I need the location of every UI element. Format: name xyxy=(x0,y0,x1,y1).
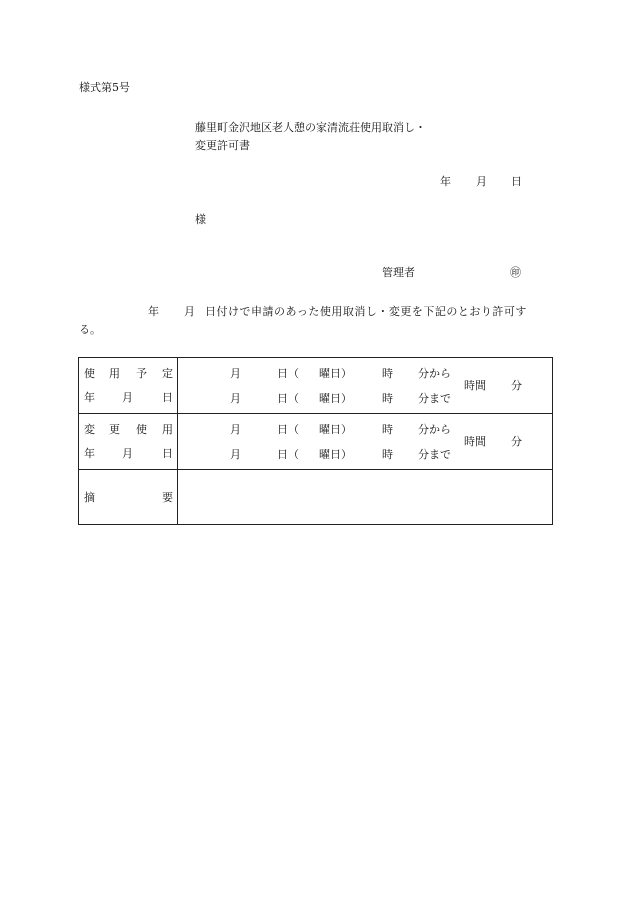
end-hour-label: 時 xyxy=(382,392,393,405)
changed-use-label-char: 月 xyxy=(122,447,133,460)
start-hour-label: 時 xyxy=(382,423,393,436)
scheduled-use-label-char: 日 xyxy=(162,391,173,404)
issue-month-label: 月 xyxy=(476,175,487,188)
scheduled-use-label-char: 用 xyxy=(109,367,120,380)
table-row-scheduled-use xyxy=(79,358,553,414)
changed-use-label-cell xyxy=(79,414,178,470)
end-weekday-label: 曜日） xyxy=(319,448,352,461)
start-day-label: 日（ xyxy=(277,367,299,380)
remarks-label-char: 摘 xyxy=(84,491,95,504)
scheduled-use-label-char: 年 xyxy=(84,391,95,404)
issue-day-label: 日 xyxy=(511,175,522,188)
scheduled-use-label-char: 使 xyxy=(84,367,95,380)
document-title-line-2: 変更許可書 xyxy=(195,139,250,152)
remarks-content-cell[interactable] xyxy=(178,470,553,525)
issue-year-label: 年 xyxy=(440,175,451,188)
changed-use-label-char: 使 xyxy=(136,423,147,436)
duration-minutes-label: 分 xyxy=(511,379,522,392)
duration-hours-label: 時間 xyxy=(464,379,486,392)
start-minute-label: 分から xyxy=(418,423,451,436)
end-month-label: 月 xyxy=(230,448,241,461)
body-month-label: 月 xyxy=(184,305,195,318)
end-weekday-label: 曜日） xyxy=(319,392,352,405)
duration-hours-label: 時間 xyxy=(464,435,486,448)
changed-use-label-char: 変 xyxy=(84,423,95,436)
changed-use-label-char: 日 xyxy=(162,447,173,460)
start-hour-label: 時 xyxy=(382,367,393,380)
changed-use-label-char: 年 xyxy=(84,447,95,460)
recipient-suffix: 様 xyxy=(195,213,206,226)
changed-use-label-char: 用 xyxy=(162,423,173,436)
scheduled-use-datetime-cell xyxy=(178,358,553,414)
start-month-label: 月 xyxy=(230,367,241,380)
permit-details-table xyxy=(78,357,553,525)
end-hour-label: 時 xyxy=(382,448,393,461)
seal-mark: ㊞ xyxy=(510,266,521,279)
body-text-continuation: る。 xyxy=(79,323,101,336)
body-text: 日付けで申請のあった使用取消し・変更を下記のとおり許可す xyxy=(205,305,527,318)
issuer-label: 管理者 xyxy=(382,266,415,279)
changed-use-label-char: 更 xyxy=(109,423,120,436)
start-month-label: 月 xyxy=(230,423,241,436)
scheduled-use-label-char: 予 xyxy=(136,367,147,380)
duration-minutes-label: 分 xyxy=(511,435,522,448)
table-row-remarks xyxy=(79,470,553,525)
form-number: 様式第5号 xyxy=(79,81,130,94)
end-day-label: 日（ xyxy=(277,448,299,461)
table-row-changed-use xyxy=(79,414,553,470)
end-day-label: 日（ xyxy=(277,392,299,405)
start-minute-label: 分から xyxy=(418,367,451,380)
changed-use-datetime-cell xyxy=(178,414,553,470)
end-month-label: 月 xyxy=(230,392,241,405)
start-weekday-label: 曜日） xyxy=(319,423,352,436)
remarks-label-char: 要 xyxy=(162,491,173,504)
start-weekday-label: 曜日） xyxy=(319,367,352,380)
scheduled-use-label-char: 定 xyxy=(162,367,173,380)
start-day-label: 日（ xyxy=(277,423,299,436)
end-minute-label: 分まで xyxy=(418,392,451,405)
document-title-line-1: 藤里町金沢地区老人憩の家清流荘使用取消し・ xyxy=(195,121,426,134)
end-minute-label: 分まで xyxy=(418,448,451,461)
body-year-label: 年 xyxy=(148,305,159,318)
scheduled-use-label-cell xyxy=(79,358,178,414)
remarks-label-cell xyxy=(79,470,178,525)
scheduled-use-label-char: 月 xyxy=(122,391,133,404)
